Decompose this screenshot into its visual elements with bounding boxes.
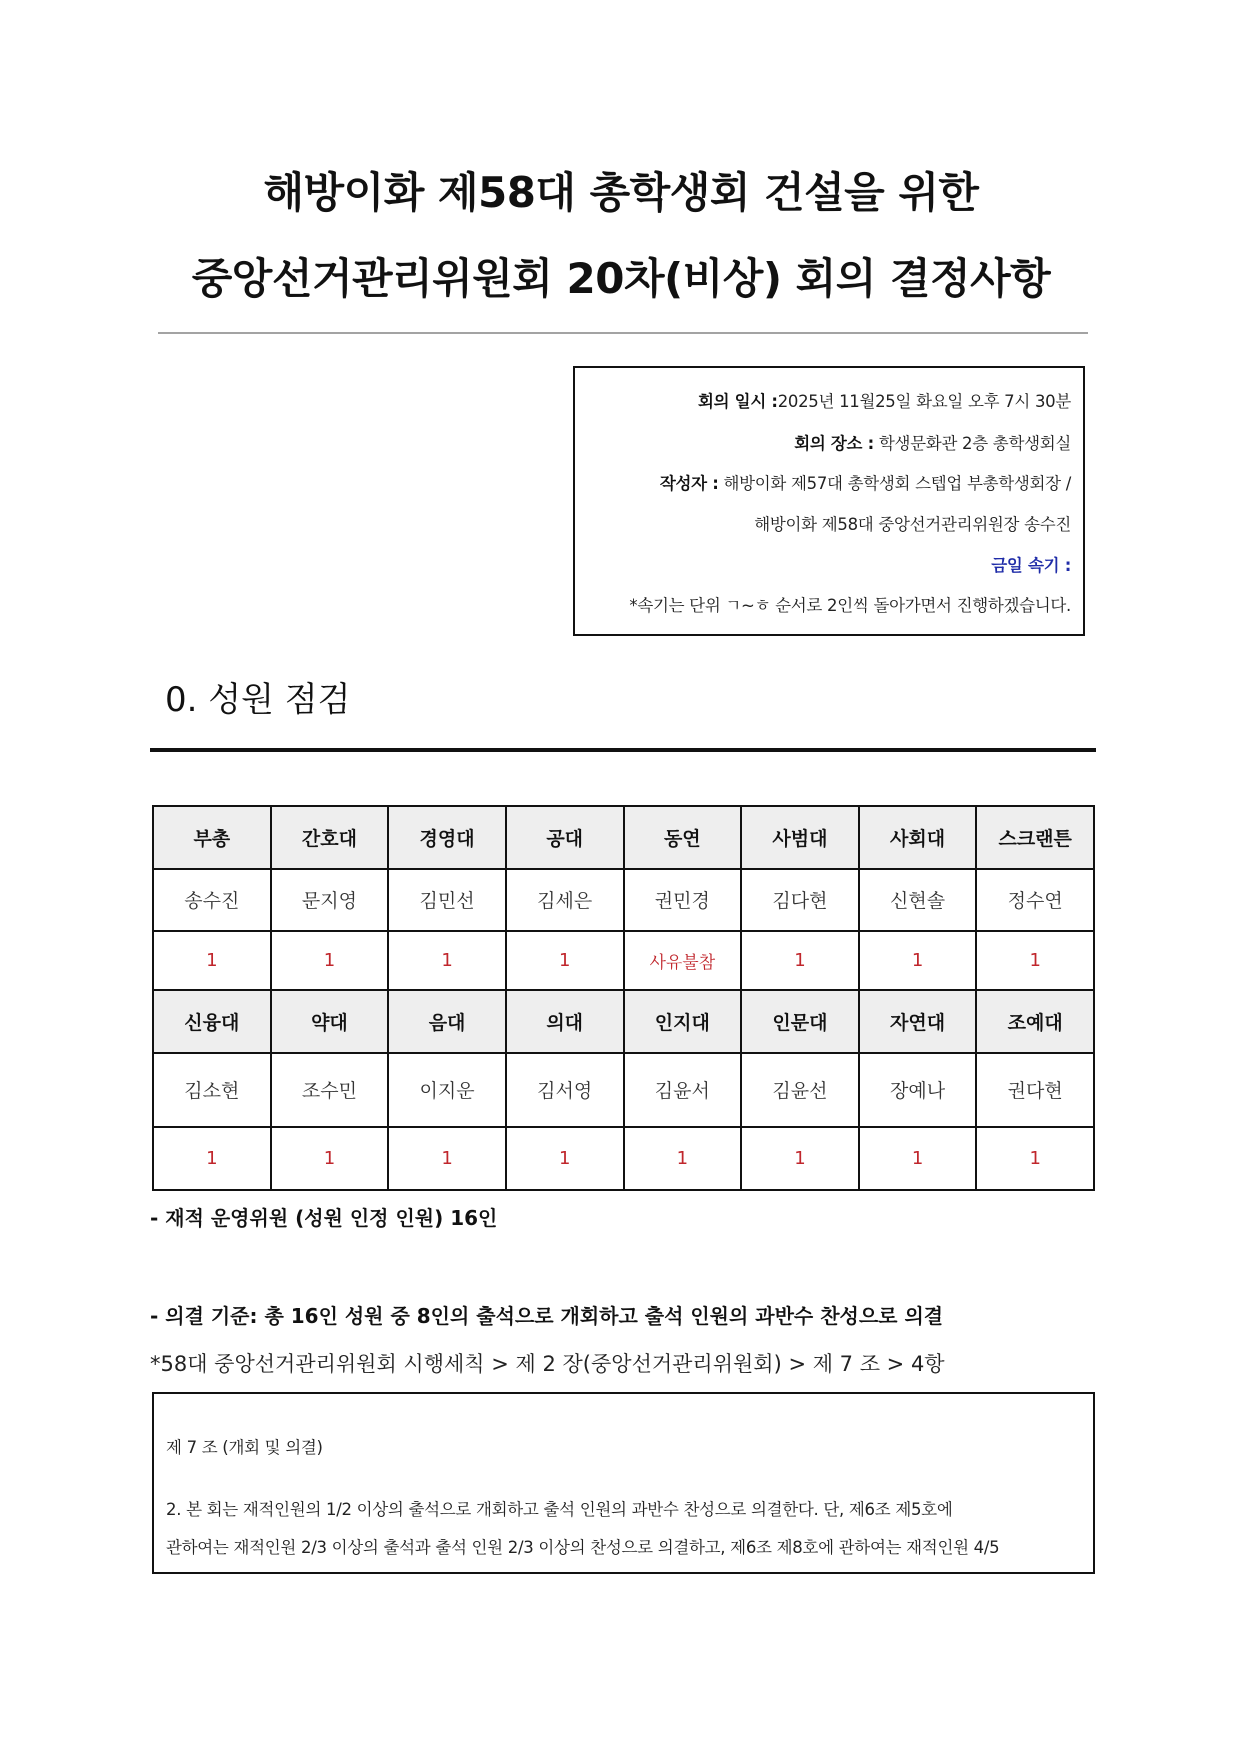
attendance-cell: 1	[859, 931, 977, 990]
title-divider	[158, 332, 1088, 334]
regulation-heading: 제 7 조 (개회 및 의결)	[166, 1438, 323, 1457]
meeting-date-label: 회의 일시 :	[697, 392, 778, 411]
regulation-reference: *58대 중앙선거관리위원회 시행세칙 > 제 2 장(중앙선거관리위원회) > 제 7 조 > 4항	[150, 1352, 945, 1376]
attendance-cell: 1	[271, 931, 389, 990]
unit-cell: 스크랜튼	[976, 806, 1094, 869]
attendance-cell: 1	[741, 1127, 859, 1190]
attendance-cell: 1	[741, 931, 859, 990]
table-row	[153, 931, 1094, 990]
meeting-place-label: 회의 장소 :	[794, 434, 874, 453]
member-attendance-table	[152, 805, 1095, 1191]
name-cell: 김민선	[388, 869, 506, 932]
unit-cell: 신융대	[153, 990, 271, 1053]
stenographer-label: 금일 속기 :	[991, 556, 1071, 575]
unit-cell: 간호대	[271, 806, 389, 869]
name-cell: 김윤선	[741, 1053, 859, 1128]
document-title-line1: 해방이화 제58대 총학생회 건설을 위한	[263, 168, 979, 217]
name-cell: 김서영	[506, 1053, 624, 1128]
name-cell: 문지영	[271, 869, 389, 932]
attendance-cell: 1	[388, 1127, 506, 1190]
regulation-text-line1: 2. 본 회는 재적인원의 1/2 이상의 출석으로 개회하고 출석 인원의 과반수 찬성으로 의결한다. 단, 제6조 제5호에	[166, 1500, 953, 1519]
stenographer-note: *속기는 단위 ㄱ~ㅎ 순서로 2인씩 돌아가면서 진행하겠습니다.	[629, 596, 1071, 615]
table-row	[153, 1127, 1094, 1190]
attendance-cell: 1	[506, 1127, 624, 1190]
stenographer	[991, 552, 1071, 576]
unit-cell: 공대	[506, 806, 624, 869]
name-cell: 장예나	[859, 1053, 977, 1128]
name-cell: 권다현	[976, 1053, 1094, 1128]
name-cell: 조수민	[271, 1053, 389, 1128]
meeting-place	[794, 430, 1071, 454]
regulation-box	[152, 1392, 1095, 1574]
attendance-cell: 1	[976, 1127, 1094, 1190]
unit-cell: 경영대	[388, 806, 506, 869]
attendance-cell: 1	[859, 1127, 977, 1190]
name-cell: 정수연	[976, 869, 1094, 932]
name-cell: 이지운	[388, 1053, 506, 1128]
name-cell: 김다현	[741, 869, 859, 932]
name-cell: 권민경	[624, 869, 742, 932]
table-row	[153, 869, 1094, 932]
meeting-info-box	[573, 366, 1085, 636]
enrolled-members-note: - 재적 운영위원 (성원 인정 인원) 16인	[150, 1206, 498, 1230]
writer-value: 해방이화 제57대 총학생회 스텝업 부총학생회장 /	[718, 474, 1071, 493]
section-divider	[150, 748, 1096, 752]
name-cell: 김윤서	[624, 1053, 742, 1128]
writer-label: 작성자 :	[659, 474, 719, 493]
unit-cell: 인지대	[624, 990, 742, 1053]
attendance-cell: 1	[153, 931, 271, 990]
meeting-place-value: 학생문화관 2층 총학생회실	[873, 434, 1071, 453]
unit-cell: 인문대	[741, 990, 859, 1053]
writer	[660, 470, 1071, 494]
document-title-line2: 중앙선거관리위원회 20차(비상) 회의 결정사항	[191, 254, 1051, 303]
table-header-row	[153, 806, 1094, 869]
table-header-row	[153, 990, 1094, 1053]
section-title: 0. 성원 점검	[165, 680, 351, 720]
attendance-cell-absent: 사유불참	[624, 931, 742, 990]
unit-cell: 자연대	[859, 990, 977, 1053]
table-row	[153, 1053, 1094, 1128]
resolution-criteria-note: - 의결 기준: 총 16인 성원 중 8인의 출석으로 개회하고 출석 인원의 과반수 찬성으로 의결	[150, 1304, 944, 1328]
attendance-cell: 1	[388, 931, 506, 990]
attendance-cell: 1	[153, 1127, 271, 1190]
unit-cell: 부총	[153, 806, 271, 869]
meeting-date	[698, 388, 1071, 412]
attendance-cell: 1	[506, 931, 624, 990]
regulation-text-line2: 관하여는 재적인원 2/3 이상의 출석과 출석 인원 2/3 이상의 찬성으로 의결하고, 제6조 제8호에 관하여는 재적인원 4/5	[166, 1538, 1000, 1557]
unit-cell: 음대	[388, 990, 506, 1053]
unit-cell: 사범대	[741, 806, 859, 869]
attendance-cell: 1	[271, 1127, 389, 1190]
unit-cell: 의대	[506, 990, 624, 1053]
attendance-cell: 1	[624, 1127, 742, 1190]
attendance-cell: 1	[976, 931, 1094, 990]
unit-cell: 약대	[271, 990, 389, 1053]
name-cell: 김세은	[506, 869, 624, 932]
unit-cell: 조예대	[976, 990, 1094, 1053]
meeting-date-value: 2025년 11월25일 화요일 오후 7시 30분	[777, 392, 1071, 411]
unit-cell: 동연	[624, 806, 742, 869]
name-cell: 김소현	[153, 1053, 271, 1128]
unit-cell: 사회대	[859, 806, 977, 869]
writer-continued: 해방이화 제58대 중앙선거관리위원장 송수진	[754, 515, 1071, 534]
name-cell: 신현솔	[859, 869, 977, 932]
name-cell: 송수진	[153, 869, 271, 932]
